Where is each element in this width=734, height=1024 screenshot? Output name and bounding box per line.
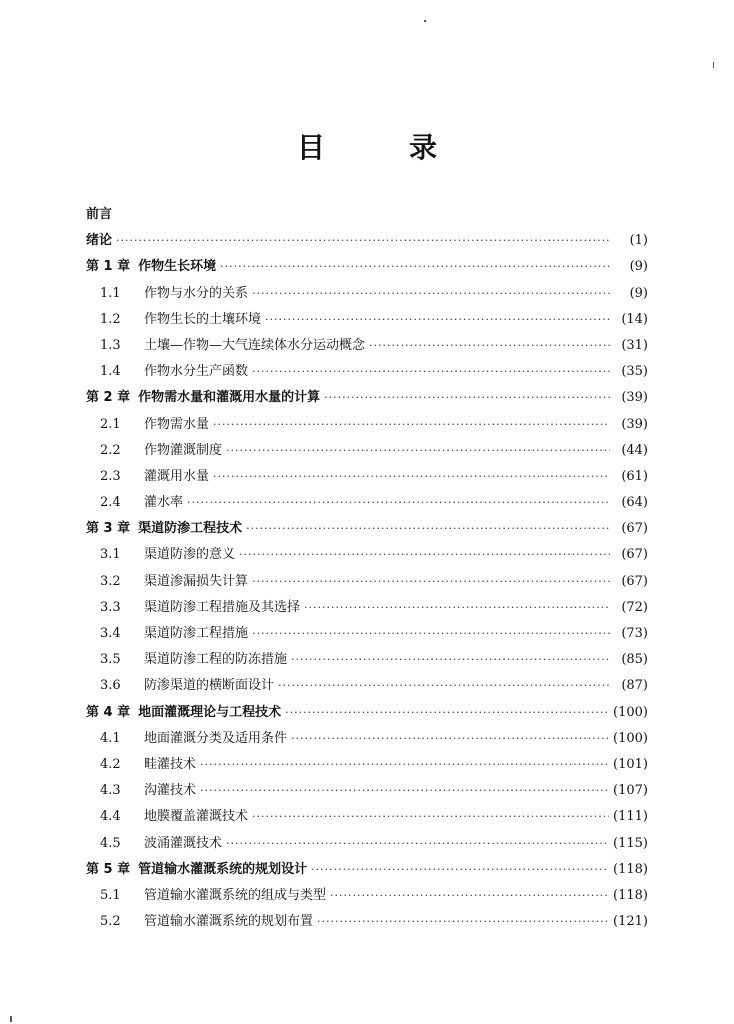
dot-leader — [330, 883, 609, 909]
scan-speck — [10, 1016, 12, 1022]
toc-section-row — [86, 778, 648, 804]
toc-page-number: (118) — [613, 887, 648, 903]
toc-entry-number: 1.3 — [100, 337, 121, 353]
toc-entry-label: 土壤—作物—大气连续体水分运动概念 — [144, 337, 366, 353]
table-of-contents — [86, 202, 648, 935]
toc-page-number: (85) — [621, 652, 648, 668]
dot-leader — [200, 752, 609, 778]
toc-entry-number: 2.1 — [100, 416, 121, 432]
toc-chapter-row — [86, 516, 648, 542]
toc-entry-number: 4.1 — [100, 730, 121, 746]
dot-leader — [226, 831, 609, 857]
toc-entry-label: 灌溉用水量 — [144, 468, 210, 484]
toc-page-number: (101) — [613, 756, 648, 772]
toc-page-number: (111) — [613, 809, 648, 825]
toc-entry-number: 2.2 — [100, 442, 121, 458]
toc-page-number: (118) — [613, 861, 648, 877]
toc-page-number: (35) — [621, 364, 648, 380]
toc-section-row — [86, 883, 648, 909]
toc-entry-number: 3.1 — [100, 547, 121, 563]
toc-entry-label: 灌水率 — [144, 495, 184, 511]
dot-leader — [252, 359, 610, 385]
toc-page-number: (67) — [621, 573, 648, 589]
toc-page-number: (73) — [621, 626, 648, 641]
dot-leader — [265, 307, 610, 333]
toc-entry-number: 1.1 — [100, 285, 121, 301]
toc-section-row — [86, 647, 648, 673]
toc-entry-label: 作物灌溉制度 — [144, 442, 223, 458]
toc-page-number: (9) — [629, 285, 648, 301]
toc-entry-number: 3.2 — [100, 573, 121, 589]
toc-entry-label: 畦灌技术 — [144, 756, 197, 772]
toc-entry-label: 渠道防渗工程措施 — [144, 626, 249, 641]
toc-entry-number: 第 3 章 — [86, 521, 131, 537]
toc-section-row — [86, 673, 648, 699]
toc-chapter-row — [86, 385, 648, 411]
toc-entry-number: 1.2 — [100, 311, 121, 327]
toc-entry-label: 作物与水分的关系 — [144, 285, 249, 301]
dot-leader — [252, 621, 610, 647]
toc-section-row — [86, 359, 648, 385]
toc-entry-number: 1.4 — [100, 364, 121, 380]
dot-leader — [252, 569, 610, 595]
toc-section-row — [86, 281, 648, 307]
toc-page-number: (67) — [621, 547, 648, 563]
toc-section-row — [86, 333, 648, 359]
toc-entry-label: 作物水分生产函数 — [144, 364, 249, 380]
toc-entry-label: 管道输水灌溉系统的规划设计 — [138, 861, 308, 877]
toc-entry-number: 3.6 — [100, 678, 121, 694]
toc-section-row — [86, 412, 648, 438]
dot-leader — [226, 438, 610, 464]
toc-entry-label: 作物需水量 — [144, 416, 210, 432]
toc-page-number: (64) — [621, 495, 648, 511]
toc-chapter-row — [86, 700, 648, 726]
dot-leader — [246, 516, 610, 542]
dot-leader — [369, 333, 610, 359]
dot-leader — [200, 778, 609, 804]
toc-section-row — [86, 490, 648, 516]
toc-page-number: (31) — [621, 337, 648, 353]
toc-entry-label: 作物需水量和灌溉用水量的计算 — [138, 390, 321, 406]
toc-entry-label: 绪论 — [86, 233, 113, 249]
toc-page-number: (14) — [621, 311, 648, 327]
toc-page-number: (72) — [621, 599, 648, 615]
dot-leader — [213, 464, 610, 490]
toc-entry-label: 作物生长的土壤环境 — [144, 311, 262, 327]
toc-entry-label: 渠道防渗的意义 — [144, 547, 236, 563]
toc-entry-number: 2.4 — [100, 495, 121, 511]
toc-entry-number: 4.3 — [100, 783, 121, 799]
toc-entry-label: 作物生长环境 — [138, 259, 217, 275]
toc-entry-number: 5.1 — [100, 887, 121, 903]
toc-entry-number: 第 2 章 — [86, 390, 131, 406]
toc-entry-label: 渠道防渗工程的防冻措施 — [144, 652, 288, 668]
toc-entry-number: 第 1 章 — [86, 259, 131, 275]
toc-entry-label: 渠道防渗工程技术 — [138, 521, 243, 537]
page-title: 目 录 — [296, 131, 465, 164]
scan-speck — [424, 20, 426, 22]
toc-entry-label: 渠道防渗工程措施及其选择 — [144, 599, 301, 615]
dot-leader — [220, 254, 610, 280]
toc-page-number: (1) — [629, 233, 648, 249]
toc-entry-number: 4.5 — [100, 835, 121, 851]
toc-entry-label: 防渗渠道的横断面设计 — [144, 678, 275, 694]
toc-section-row — [86, 595, 648, 621]
toc-entry-label: 沟灌技术 — [144, 783, 197, 799]
dot-leader — [252, 281, 610, 307]
toc-chapter-row — [86, 202, 648, 228]
toc-section-row — [86, 752, 648, 778]
toc-section-row — [86, 804, 648, 830]
toc-page-number: (9) — [629, 259, 648, 275]
dot-leader — [187, 490, 610, 516]
toc-page-number: (121) — [613, 914, 648, 930]
toc-page-number: (39) — [621, 416, 648, 432]
toc-page-number: (100) — [613, 704, 648, 720]
dot-leader — [291, 726, 609, 752]
toc-chapter-row — [86, 857, 648, 883]
toc-page-number: (115) — [613, 835, 648, 851]
toc-page-number: (44) — [621, 442, 648, 458]
toc-entry-label: 前言 — [86, 207, 113, 222]
dot-leader — [324, 385, 610, 411]
toc-entry-label: 地面灌溉分类及适用条件 — [144, 730, 288, 746]
toc-entry-number: 2.3 — [100, 468, 121, 484]
toc-entry-label: 地膜覆盖灌溉技术 — [144, 809, 249, 825]
toc-page-number: (87) — [621, 678, 648, 694]
dot-leader — [311, 857, 609, 883]
toc-entry-label: 管道输水灌溉系统的规划布置 — [144, 914, 314, 930]
toc-page-number: (67) — [621, 521, 648, 537]
dot-leader — [291, 647, 610, 673]
toc-section-row — [86, 438, 648, 464]
toc-entry-number: 3.3 — [100, 599, 121, 615]
toc-page-number: (100) — [613, 730, 648, 746]
dot-leader — [116, 228, 610, 254]
toc-section-row — [86, 464, 648, 490]
toc-section-row — [86, 726, 648, 752]
toc-section-row — [86, 569, 648, 595]
toc-section-row — [86, 909, 648, 935]
toc-section-row — [86, 307, 648, 333]
toc-entry-number: 第 5 章 — [86, 861, 131, 877]
dot-leader — [285, 700, 609, 726]
toc-section-row — [86, 621, 648, 647]
toc-section-row — [86, 542, 648, 568]
toc-entry-number: 第 4 章 — [86, 704, 131, 720]
toc-entry-number: 3.5 — [100, 652, 121, 668]
toc-page-number: (107) — [613, 783, 648, 799]
toc-entry-number: 5.2 — [100, 914, 121, 930]
scan-speck — [713, 62, 714, 68]
dot-leader — [317, 909, 609, 935]
toc-entry-label: 地面灌溉理论与工程技术 — [138, 704, 282, 720]
toc-entry-number: 4.2 — [100, 756, 121, 772]
toc-entry-label: 管道输水灌溉系统的组成与类型 — [144, 887, 327, 903]
toc-entry-label: 渠道渗漏损失计算 — [144, 573, 249, 589]
dot-leader — [239, 542, 610, 568]
toc-section-row — [86, 831, 648, 857]
toc-entry-number: 4.4 — [100, 809, 121, 825]
dot-leader — [278, 673, 610, 699]
toc-chapter-row — [86, 254, 648, 280]
toc-page-number: (39) — [621, 390, 648, 406]
dot-leader — [213, 412, 610, 438]
dot-leader — [252, 804, 609, 830]
toc-page-number: (61) — [621, 468, 648, 484]
toc-entry-number: 3.4 — [100, 626, 121, 641]
dot-leader — [304, 595, 610, 621]
toc-chapter-row — [86, 228, 648, 254]
toc-entry-label: 波涌灌溉技术 — [144, 835, 223, 851]
